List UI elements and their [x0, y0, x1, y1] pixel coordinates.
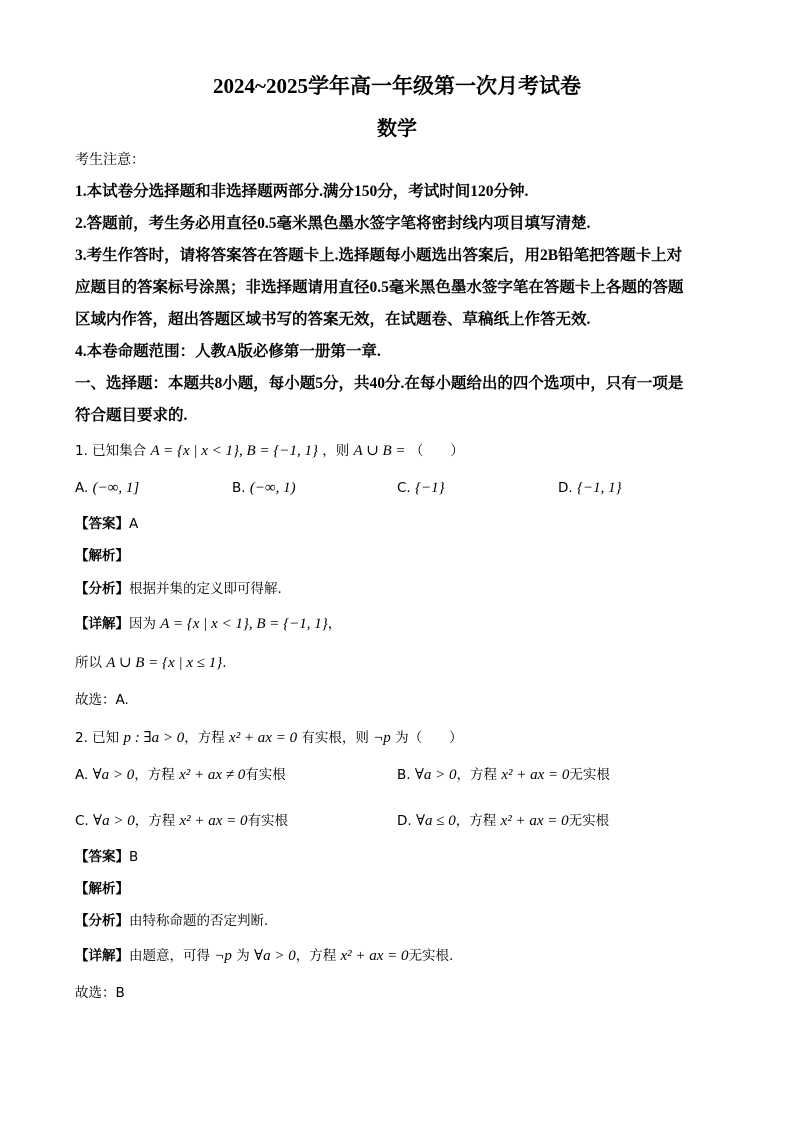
- q1-answer: [75, 515, 138, 533]
- q1-stem-math2: A ∪ B =: [353, 443, 406, 459]
- q1-detail-tag: 【详解】: [75, 616, 129, 632]
- q1-stem-suffix: （ ）: [409, 443, 464, 459]
- q2-fenxi-text: 由特称命题的否定判断.: [129, 913, 269, 929]
- q2-stem-math2: x² + ax = 0: [229, 730, 298, 746]
- q1-choose: 故选：A.: [75, 692, 129, 708]
- q2-option-d-label: D.: [397, 813, 412, 829]
- q2-detail-math1: ¬p: [214, 948, 232, 964]
- notice-item-4: 4.本卷命题范围：人教A版必修第一册第一章.: [75, 343, 381, 360]
- q1-therefore-suffix: .: [222, 655, 227, 671]
- section-heading-line-1: 一、选择题：本题共8小题，每小题5分，共40分.在每小题给出的四个选项中，只有一项是: [75, 375, 684, 392]
- q2-stem-mid: ，方程: [184, 730, 225, 746]
- q1-fenxi-tag: 【分析】: [75, 581, 129, 597]
- q1-option-b-label: B.: [232, 480, 246, 496]
- q1-analysis-label: 【解析】: [75, 548, 129, 564]
- q1-detail-suffix: ，: [327, 616, 342, 632]
- q1-option-c-label: C.: [397, 480, 411, 496]
- q1-fenxi: [75, 580, 282, 598]
- q2-fenxi: [75, 912, 268, 930]
- q2-detail-math3: x² + ax = 0: [340, 948, 409, 964]
- q1-detail: [75, 615, 341, 633]
- q1-option-d: [558, 479, 622, 497]
- q2-option-a-tail: 有实根: [245, 767, 286, 783]
- q2-option-d: [397, 812, 609, 830]
- q2-option-b-tail: 无实根: [569, 767, 610, 783]
- q2-detail-mid2: ，方程: [295, 948, 337, 964]
- q2-detail-suffix: 无实根.: [408, 948, 454, 964]
- q2-answer-value: B: [129, 849, 139, 865]
- notice-item-1: 1.本试卷分选择题和非选择题两部分.满分150分，考试时间120分钟.: [75, 183, 529, 200]
- question-1-stem: [75, 442, 464, 460]
- q1-option-a-text: (−∞, 1]: [92, 480, 140, 496]
- q2-option-c-tail: 有实根: [247, 813, 289, 829]
- q1-answer-value: A: [129, 516, 139, 532]
- q1-stem-math: A = {x | x < 1}, B = {−1, 1}: [150, 443, 318, 459]
- q2-fenxi-tag: 【分析】: [75, 913, 129, 929]
- q1-option-d-text: {−1, 1}: [576, 480, 622, 496]
- q2-option-b: [397, 766, 610, 784]
- q2-option-d-tail: 无实根: [568, 813, 610, 829]
- q2-analysis-label: 【解析】: [75, 881, 129, 897]
- notice-item-3-cont-1: 应题目的答案标号涂黑；非选择题请用直径0.5毫米黑色墨水签字笔在答题卡上各题的答题: [75, 279, 684, 296]
- q2-detail-mid: 为: [236, 948, 250, 964]
- q1-analysis-tag: [75, 547, 129, 565]
- q1-fenxi-text: 根据并集的定义即可得解.: [129, 581, 282, 597]
- q1-detail-math: A = {x | x < 1}, B = {−1, 1}: [160, 616, 328, 632]
- q2-choose: 故选：B: [75, 985, 125, 1001]
- q2-option-a-mid: ，方程: [134, 767, 175, 783]
- q1-answer-tag: 【答案】: [75, 516, 129, 532]
- q2-option-d-math2: x² + ax = 0: [500, 813, 569, 829]
- q1-stem-mid: ，则: [322, 443, 350, 459]
- q2-option-a-label: A.: [75, 767, 89, 783]
- q1-option-a: [75, 479, 139, 497]
- q1-therefore: [75, 654, 227, 672]
- q2-option-a-math1: ∀a > 0: [92, 767, 135, 783]
- q2-option-c: [75, 812, 288, 830]
- q1-stem-prefix: 1. 已知集合: [75, 443, 147, 459]
- q2-option-d-mid: ，方程: [455, 813, 497, 829]
- q2-option-c-mid: ，方程: [134, 813, 176, 829]
- q2-stem-prefix: 2. 已知: [75, 730, 120, 746]
- q2-option-a-math2: x² + ax ≠ 0: [179, 767, 246, 783]
- q1-option-a-label: A.: [75, 480, 89, 496]
- q2-option-c-math1: ∀a > 0: [93, 813, 135, 829]
- q1-option-c: [397, 479, 445, 497]
- notice-item-3-cont-2: 区域内作答，超出答题区域书写的答案无效，在试题卷、草稿纸上作答无效.: [75, 311, 591, 328]
- q2-option-b-math2: x² + ax = 0: [501, 767, 570, 783]
- notice-heading: 考生注意：: [75, 152, 145, 168]
- q2-stem-suffix: 为（ ）: [395, 730, 463, 746]
- q2-answer-tag: 【答案】: [75, 849, 129, 865]
- q2-stem-mid2: 有实根，则: [301, 730, 369, 746]
- q2-answer: [75, 848, 138, 866]
- q2-option-b-math1: ∀a > 0: [414, 767, 457, 783]
- q1-therefore-prefix: 所以: [75, 655, 102, 671]
- q2-detail-prefix: 由题意，可得: [129, 948, 210, 964]
- q2-stem-math: p : ∃a > 0: [123, 730, 185, 746]
- subject-title: 数学: [377, 118, 417, 140]
- notice-item-3: 3.考生作答时，请将答案答在答题卡上.选择题每小题选出答案后，用2B铅笔把答题卡上对: [75, 247, 683, 264]
- q1-option-d-label: D.: [558, 480, 573, 496]
- q2-analysis-tag: [75, 880, 129, 898]
- q2-option-b-label: B.: [397, 767, 411, 783]
- q2-detail-tag: 【详解】: [75, 948, 129, 964]
- q2-detail-math2: ∀a > 0: [254, 948, 296, 964]
- q2-option-d-math1: ∀a ≤ 0: [415, 813, 456, 829]
- q2-detail: [75, 947, 453, 965]
- q1-option-c-text: {−1}: [415, 480, 445, 496]
- exam-title: 2024~2025学年高一年级第一次月考试卷: [213, 74, 581, 98]
- q2-option-c-label: C.: [75, 813, 89, 829]
- section-heading-line-2: 符合题目要求的.: [75, 407, 188, 424]
- question-2-stem: [75, 729, 463, 747]
- q1-option-b-text: (−∞, 1): [249, 480, 296, 496]
- notice-item-2: 2.答题前，考生务必用直径0.5毫米黑色墨水签字笔将密封线内项目填写清楚.: [75, 215, 591, 232]
- q2-stem-math3: ¬p: [373, 730, 391, 746]
- q1-therefore-math: A ∪ B = {x | x ≤ 1}: [106, 655, 223, 671]
- q2-option-c-math2: x² + ax = 0: [179, 813, 248, 829]
- q1-option-b: [232, 479, 296, 497]
- q1-detail-prefix: 因为: [129, 616, 156, 632]
- q2-option-b-mid: ，方程: [456, 767, 498, 783]
- q2-option-a: [75, 766, 286, 784]
